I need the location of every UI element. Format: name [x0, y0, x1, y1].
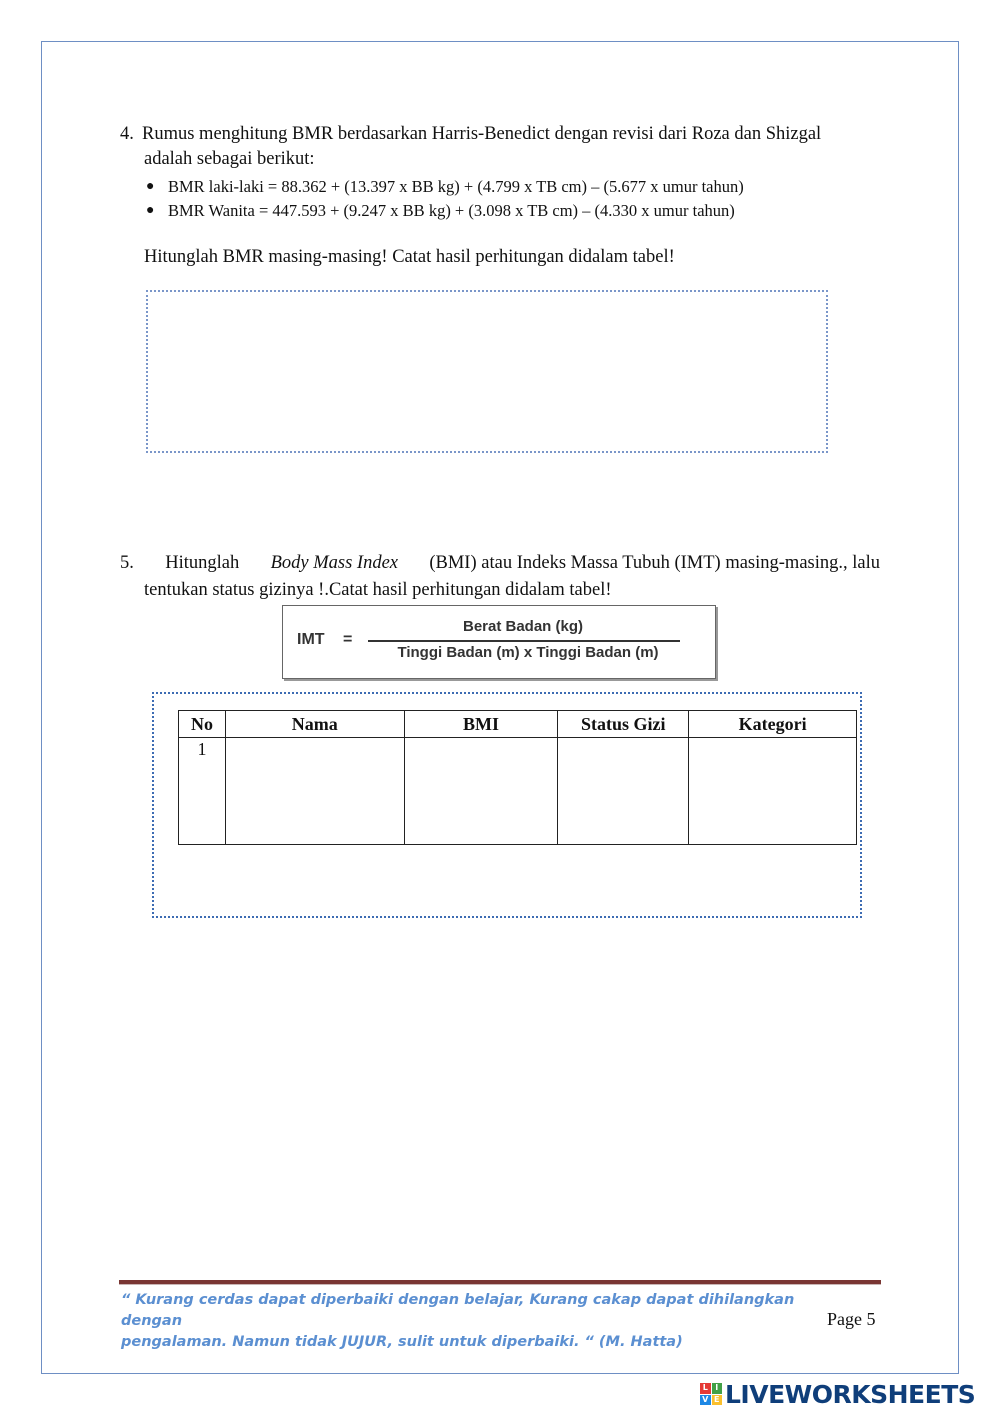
liveworksheets-icon [700, 1383, 722, 1405]
cell-kategori-input[interactable] [689, 738, 857, 845]
cell-no: 1 [179, 738, 226, 845]
header-status-gizi: Status Gizi [558, 711, 689, 738]
logo-text: LIVEWORKSHEETS [725, 1379, 976, 1409]
question-5-text [120, 550, 880, 604]
question-5-word-a: Hitunglah [165, 553, 240, 573]
question-4-line2: adalah sebagai berikut: [144, 149, 315, 169]
footer-quote [121, 1290, 821, 1353]
logo-letter-v: V [700, 1395, 711, 1406]
question-4-number: 4. [120, 124, 134, 144]
footer-quote-line2: pengalaman. Namun tidak JUJUR, sulit untuk diperbaiki. “ (M. Hatta) [121, 1334, 683, 1350]
bmr-formula-male: BMR laki-laki = 88.362 + (13.397 x BB kg) + (4.799 x TB cm) – (5.677 x umur tahun) [168, 177, 744, 196]
table-row [179, 738, 857, 845]
bullet-icon: ● [146, 179, 155, 194]
footer-quote-line1: “ Kurang cerdas dapat diperbaiki dengan belajar, Kurang cakap dapat dihilangkan dengan [121, 1292, 795, 1329]
question-5-number: 5. [120, 553, 134, 573]
formula-denominator: Tinggi Badan (m) x Tinggi Badan (m) [397, 644, 659, 661]
header-nama: Nama [225, 711, 404, 738]
liveworksheets-logo[interactable] [700, 1381, 975, 1407]
bullet-icon: ● [146, 203, 155, 218]
page-number: Page 5 [827, 1309, 876, 1329]
question-4-line1: Rumus menghitung BMR berdasarkan Harris-Benedict dengan revisi dari Roza dan Shizgal [142, 124, 822, 144]
bmr-answer-box[interactable] [146, 290, 828, 453]
list-item [146, 199, 744, 223]
question-4-instruction: Hitunglah BMR masing-masing! Catat hasil perhitungan didalam tabel! [144, 247, 675, 267]
formula-numerator: Berat Badan (kg) [462, 618, 584, 635]
bmr-formula-list [146, 175, 744, 223]
question-4-text [120, 122, 890, 172]
fraction-bar [368, 640, 680, 642]
header-bmi: BMI [404, 711, 558, 738]
bmr-formula-female: BMR Wanita = 447.593 + (9.247 x BB kg) + (3.098 x TB cm) – (4.330 x umur tahun) [168, 201, 735, 220]
cell-bmi-input[interactable] [404, 738, 558, 845]
question-5-word-b: (BMI) atau Indeks Massa Tubuh (IMT) masing-masing., lalu [429, 553, 880, 573]
bmi-table [178, 710, 857, 845]
logo-letter-e: E [712, 1395, 723, 1406]
cell-nama-input[interactable] [225, 738, 404, 845]
logo-letter-i: I [712, 1383, 723, 1394]
table-header-row [179, 711, 857, 738]
imt-formula-figure [282, 605, 716, 679]
header-no: No [179, 711, 226, 738]
question-5-line2: tentukan status gizinya !.Catat hasil perhitungan didalam tabel! [144, 580, 612, 600]
question-5-italic-term: Body Mass Index [270, 553, 398, 573]
header-kategori: Kategori [689, 711, 857, 738]
list-item [146, 175, 744, 199]
formula-equals: = [343, 631, 353, 648]
logo-letter-l: L [700, 1383, 711, 1394]
footer-divider [119, 1280, 881, 1285]
cell-status-gizi-input[interactable] [558, 738, 689, 845]
formula-lhs: IMT [297, 631, 325, 648]
